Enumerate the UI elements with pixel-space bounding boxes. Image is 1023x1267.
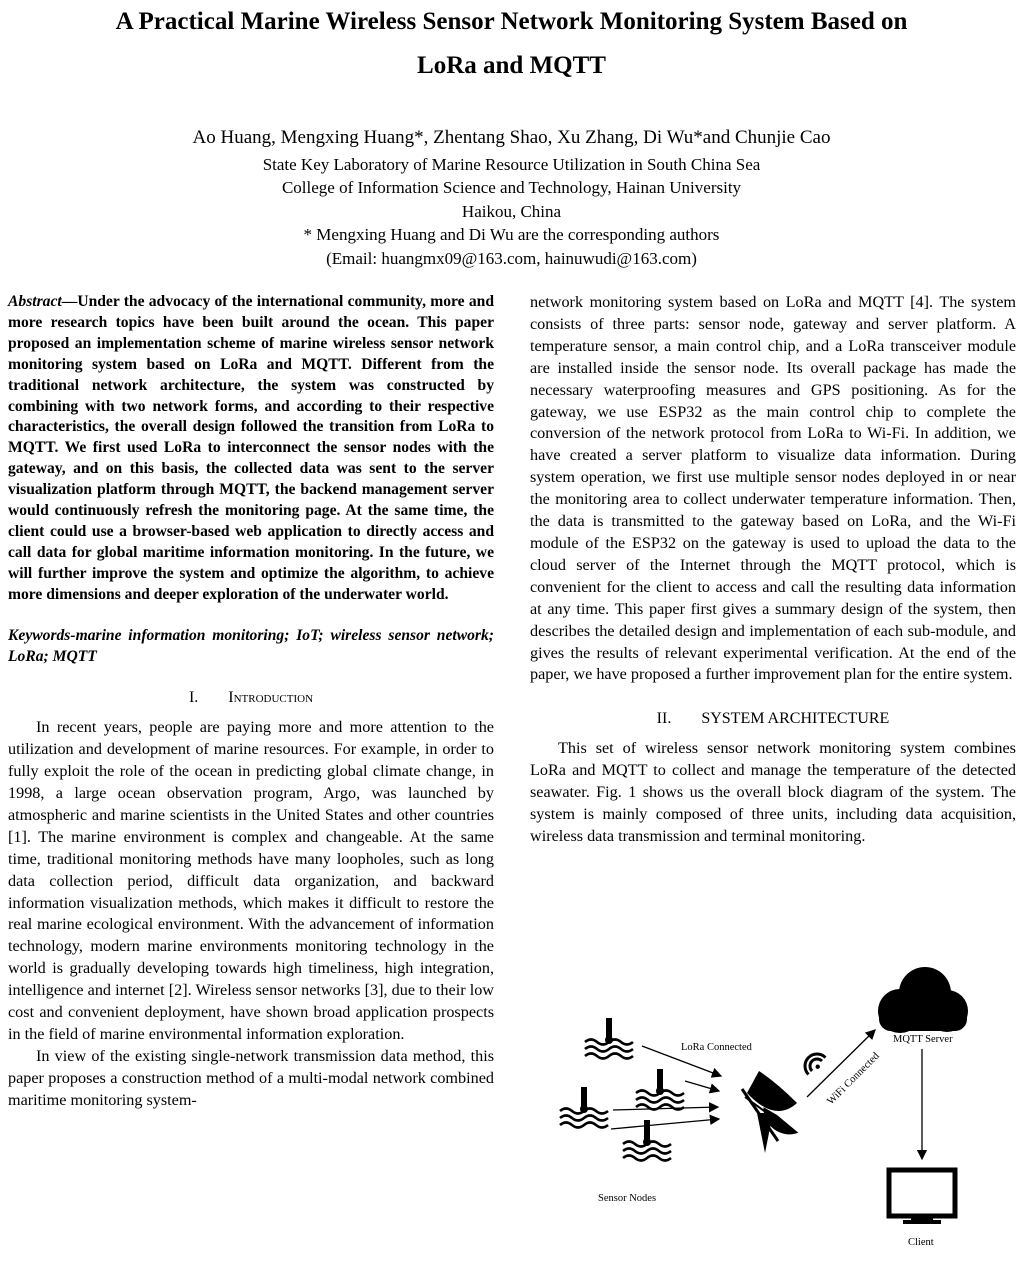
abstract-text: —Under the advocacy of the international community, more and more research topics have been built around the ocean. This paper proposed an implementation scheme of marine wireless sensor network monitoring system based on LoRa and MQTT. Different from the traditional network architecture, the system was constructed by combining with two network forms, and according to their respective characteristics, the overall design followed the transition from LoRa to MQTT. We first used LoRa to interconnect the sensor nodes with the gateway, and on this basis, the collected data was sent to the server visualization platform through MQTT, the backend management server would continuously refresh the monitoring page. At the same time, the client could use a browser-based web application to directly access and call data for global maritime information monitoring. In the future, we will further improve the system and optimize the algorithm, to achieve more dimensions and deeper exploration of the underwater world. (8, 293, 494, 603)
keywords: Keywords-marine information monitoring; IoT; wireless sensor network; LoRa; MQTT (8, 626, 494, 665)
corresponding-note: * Mengxing Huang and Di Wu are the corresponding authors (303, 225, 720, 245)
abstract-label: Abstract (8, 293, 62, 310)
client-label: Client (908, 1237, 934, 1248)
sensor-node-icon (560, 1087, 608, 1128)
left-column (8, 292, 494, 1112)
intro-paragraph-2: In view of the existing single-network transmission data method, this paper proposes a construction method of a multi-modal network combined maritime monitoring system- (8, 1046, 494, 1109)
satellite-dish-icon (742, 1071, 798, 1153)
section-heading-system-architecture (530, 708, 1016, 730)
sensor-node-icon (585, 1018, 633, 1059)
sensor-nodes-label: Sensor Nodes (598, 1193, 657, 1204)
paper-title (0, 0, 1023, 88)
wifi-label: WiFi Connected (825, 1050, 882, 1108)
title-line-1: A Practical Marine Wireless Sensor Network Monitoring System Based on (115, 8, 908, 35)
email-line: (Email: huangmx09@163.com, hainuwudi@163.com) (326, 248, 697, 268)
title-line-2: LoRa and MQTT (417, 52, 606, 79)
authors: Ao Huang, Mengxing Huang*, Zhentang Shao, Xu Zhang, Di Wu*and Chunjie Cao (192, 127, 831, 148)
section-number: I. (188, 689, 199, 707)
wifi-icon (800, 1049, 828, 1077)
section-number: II. (656, 710, 672, 728)
affiliation-line: College of Information Science and Technology, Hainan University (281, 178, 742, 198)
architecture-paragraph: This set of wireless sensor network monitoring system combines LoRa and MQTT to collect and manage the temperature of the detected seawater. Fig. 1 shows us the overall block diagram of the system. The system is mainly composed of three units, including data acquisition, wireless data transmission and terminal monitoring. (530, 739, 1016, 845)
intro-paragraph-2-continued: network monitoring system based on LoRa and MQTT [4]. The system consists of three parts: sensor node, gateway and server platform. A temperature sensor, a main control chip, and a LoRa transceiver module are installed inside the sensor node. Its overall package has made the necessary waterproofing measures and GPS positioning. As for the gateway, we use ESP32 as the main control chip to complete the conversion of the network protocol from LoRa to Wi-Fi. In addition, we have created a server platform to visualize data information. During system operation, we first use multiple sensor nodes deployed in or near the monitoring area to collect underwater temperature information. Then, the data is transmitted to the gateway based on LoRa, and the Wi-Fi module of the ESP32 on the gateway is used to upload the data to the cloud server of the Internet through the MQTT protocol, which is convenient for the client to access and call the resulting data information at any time. This paper first gives a summary design of the system, then describes the detailed design and implementation of each sub-module, and gives the results of relevant experimental verification. At the end of the paper, we have proposed a further improvement plan for the entire system. (530, 293, 1016, 684)
affiliation-line: State Key Laboratory of Marine Resource Utilization in South China Sea (262, 155, 761, 174)
monitor-icon (889, 1170, 955, 1224)
section-title: Introduction (228, 689, 314, 707)
cloud-icon (878, 967, 968, 1033)
server-label: MQTT Server (893, 1034, 953, 1045)
lora-label: LoRa Connected (681, 1042, 752, 1053)
abstract (8, 292, 494, 606)
right-column (530, 292, 1016, 848)
intro-paragraph-1: In recent years, people are paying more and more attention to the utilization and development of marine resources. For example, in order to fully exploit the role of the ocean in predicting global climate change, in 1998, a large ocean observation program, Argo, was launched by atmospheric and marine scientists in the United States and other countries [1]. The marine environment is complex and changeable. At the same time, traditional monitoring methods have many loopholes, such as long data collection period, difficult data organization, and backward information visualization methods, which makes it difficult to restore the real marine ecological environment. With the advancement of information technology, modern marine environments monitoring technology in the world is gradually developing towards high timeliness, high integration, intelligence and internet [2]. Wireless sensor networks [3], due to their low cost and convenient deployment, have shown broad application prospects in the field of marine environmental information exploration. (8, 718, 494, 1043)
affiliation-line: Haikou, China (461, 201, 562, 221)
affiliation-block (0, 153, 1023, 270)
section-heading-introduction (8, 687, 494, 709)
figure-system-diagram (545, 963, 1015, 1263)
sensor-node-icon (636, 1069, 684, 1110)
section-title: SYSTEM ARCHITECTURE (701, 710, 890, 728)
